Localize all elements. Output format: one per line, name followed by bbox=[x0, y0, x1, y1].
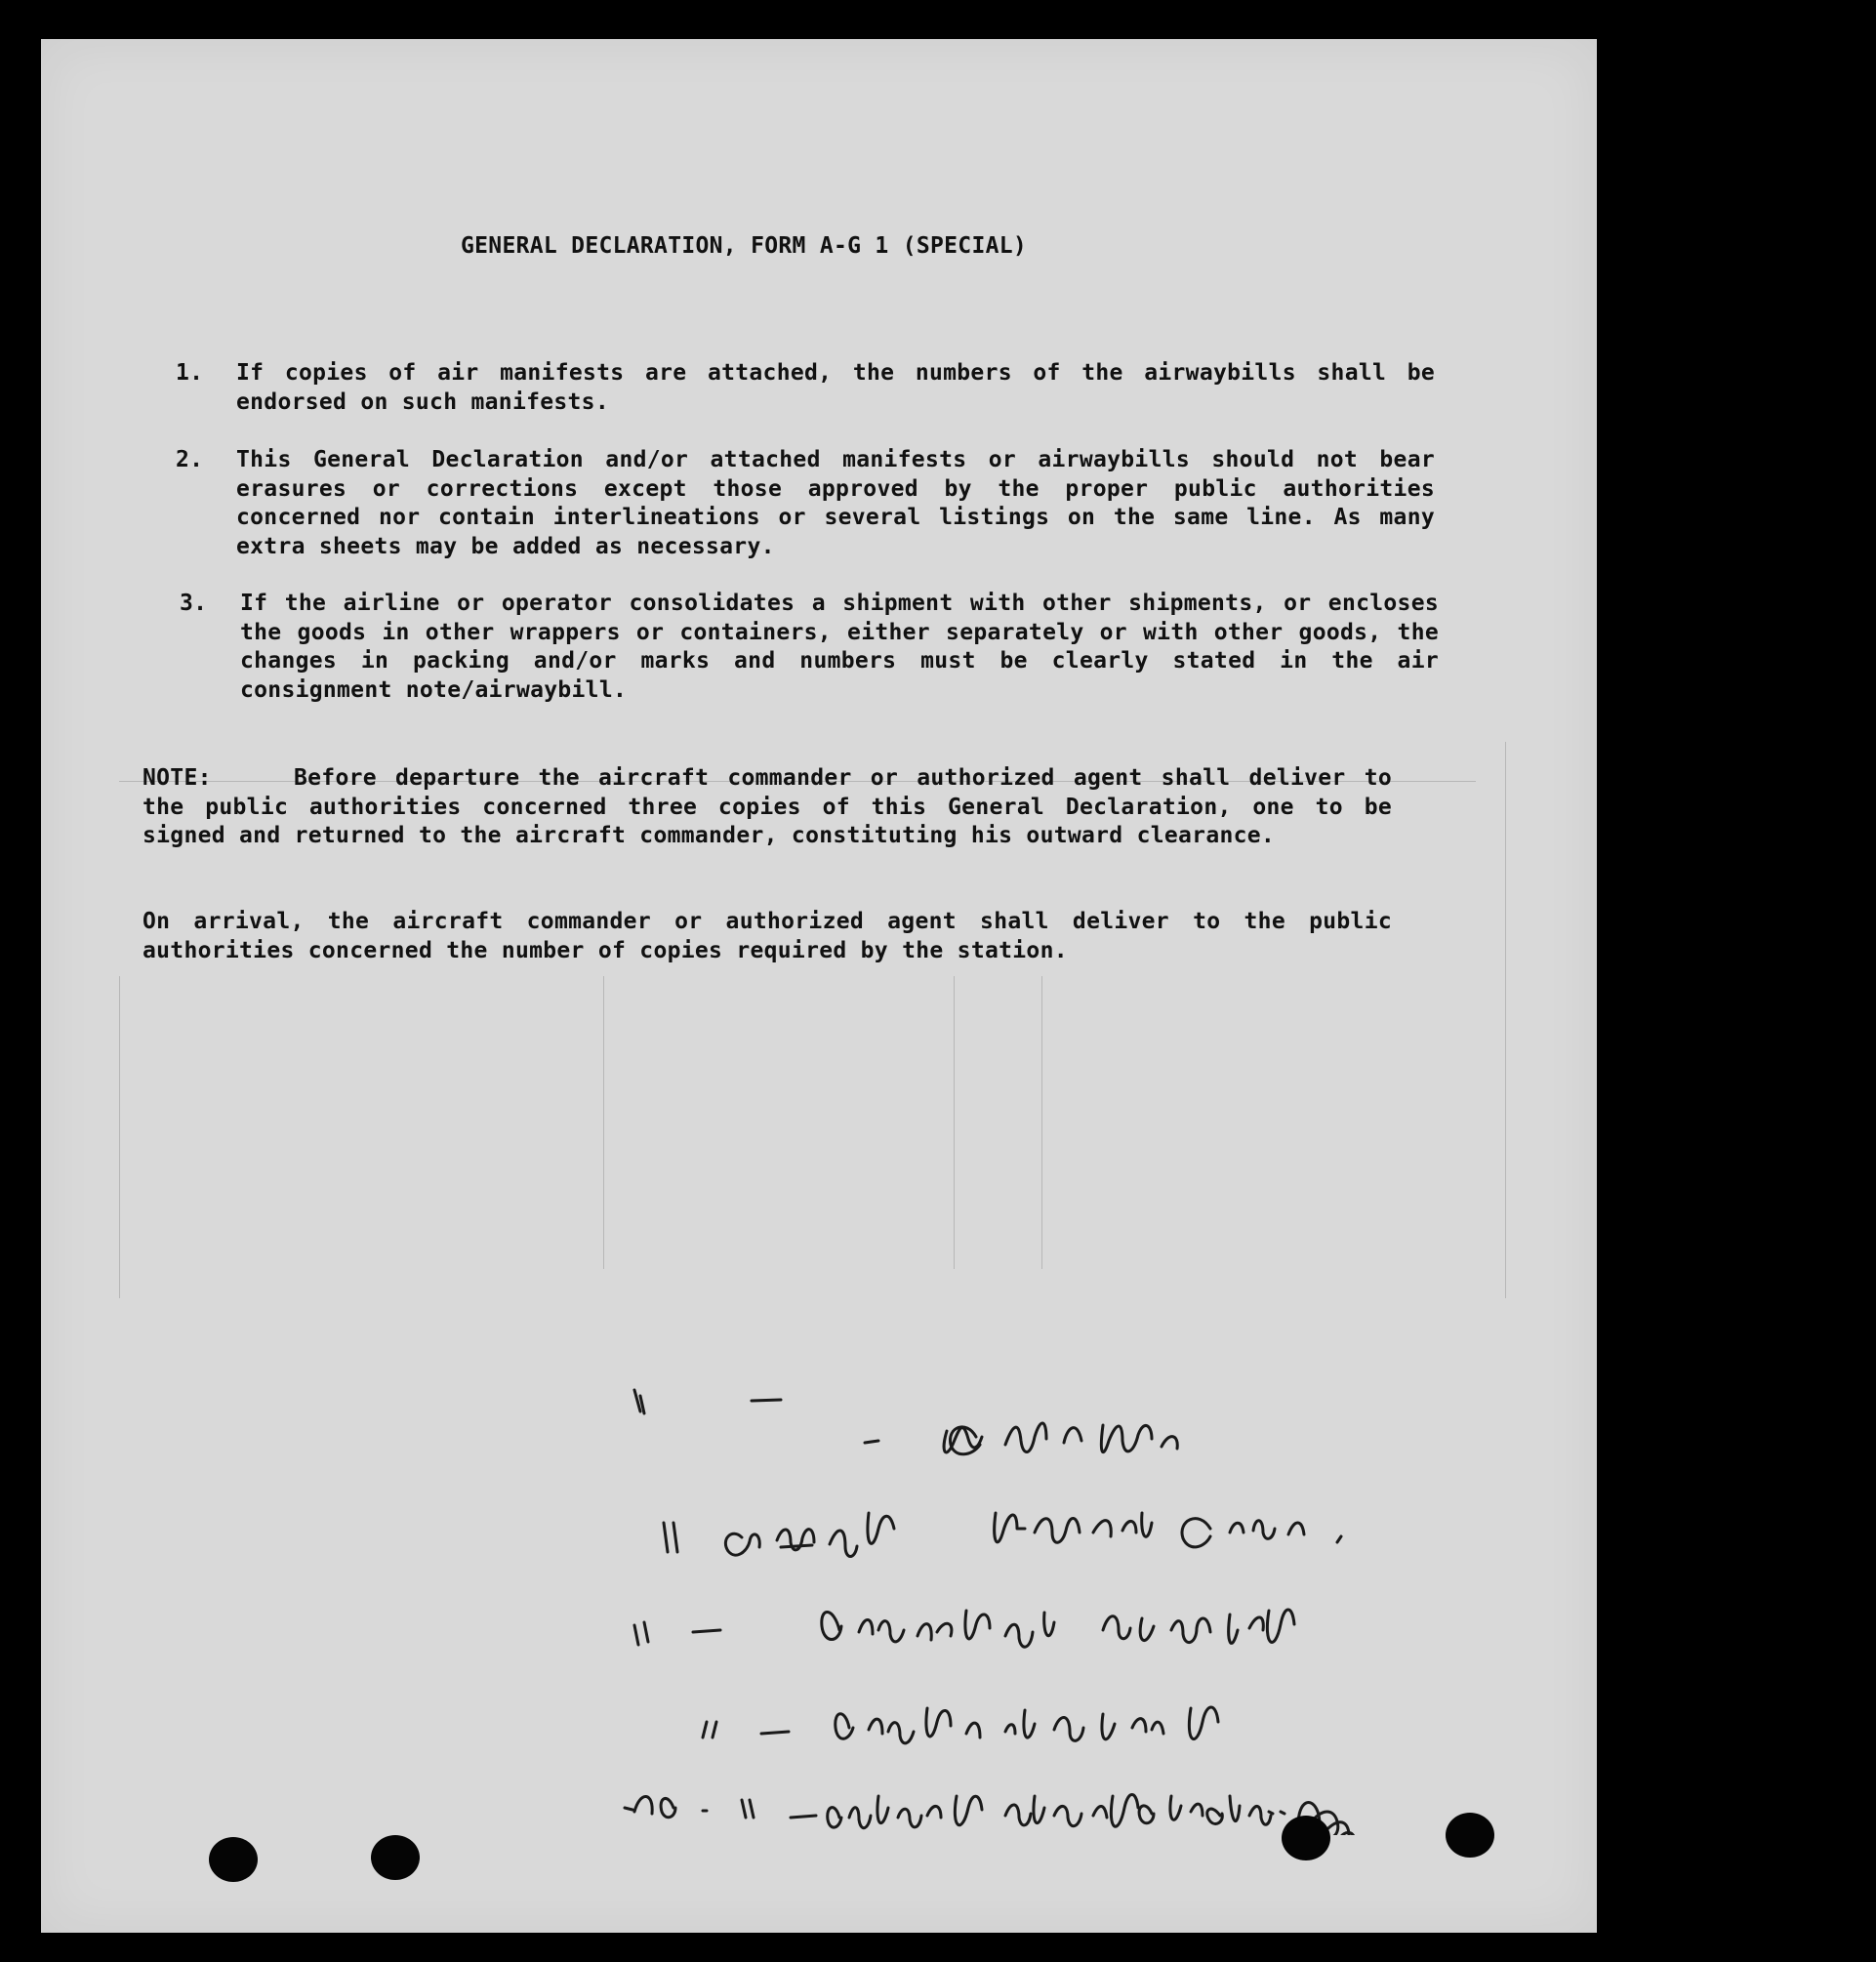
punch-hole bbox=[371, 1835, 420, 1880]
punch-hole bbox=[1446, 1813, 1494, 1858]
item-text: This General Declaration and/or attached manifests or airwaybills should not bear erasures or corrections except those approved by the proper public authorities concerned nor contain interlineations or several listings on the same line. As many extra sheets may be added as necessary. bbox=[236, 447, 1435, 559]
note-label: NOTE: bbox=[143, 765, 212, 791]
bleed-through-line bbox=[1041, 976, 1042, 1269]
document-title: GENERAL DECLARATION, FORM A-G 1 (SPECIAL) bbox=[461, 233, 1028, 259]
arrival-note: On arrival, the aircraft commander or authorized agent shall deliver to the public authorities concerned the number of copies required by the station. bbox=[143, 909, 1392, 963]
instruction-item-3 bbox=[180, 590, 1439, 705]
bleed-through-line bbox=[603, 976, 604, 1269]
item-text: If the airline or operator consolidates a shipment with other shipments, or encloses the goods in other wrappers or containers, either separately or with other goods, the changes in packing and/or marks and numbers must be clearly stated in the air consignment note/airwaybill. bbox=[240, 591, 1439, 703]
punch-hole bbox=[1282, 1816, 1330, 1860]
item-number: 2. bbox=[176, 447, 204, 472]
item-number: 3. bbox=[180, 591, 208, 616]
instruction-item-1 bbox=[176, 359, 1435, 417]
item-text: If copies of air manifests are attached, the numbers of the airwaybills shall be endorsed on such manifests. bbox=[236, 360, 1435, 415]
departure-note bbox=[143, 764, 1392, 851]
handwriting-scribble bbox=[547, 1367, 1523, 1835]
handwritten-notes bbox=[547, 1367, 1523, 1835]
punch-hole bbox=[209, 1837, 258, 1882]
instruction-item-2 bbox=[176, 446, 1435, 561]
bleed-through-line bbox=[954, 976, 955, 1269]
bleed-through-line bbox=[119, 976, 120, 1298]
item-number: 1. bbox=[176, 360, 204, 386]
bleed-through-line bbox=[1505, 742, 1506, 1298]
note-text: Before departure the aircraft commander or authorized agent shall deliver to the public authorities concerned three copies of this General Declaration, one to be signed and returned to the aircraft commander, constituting his outward clearance. bbox=[143, 765, 1392, 848]
